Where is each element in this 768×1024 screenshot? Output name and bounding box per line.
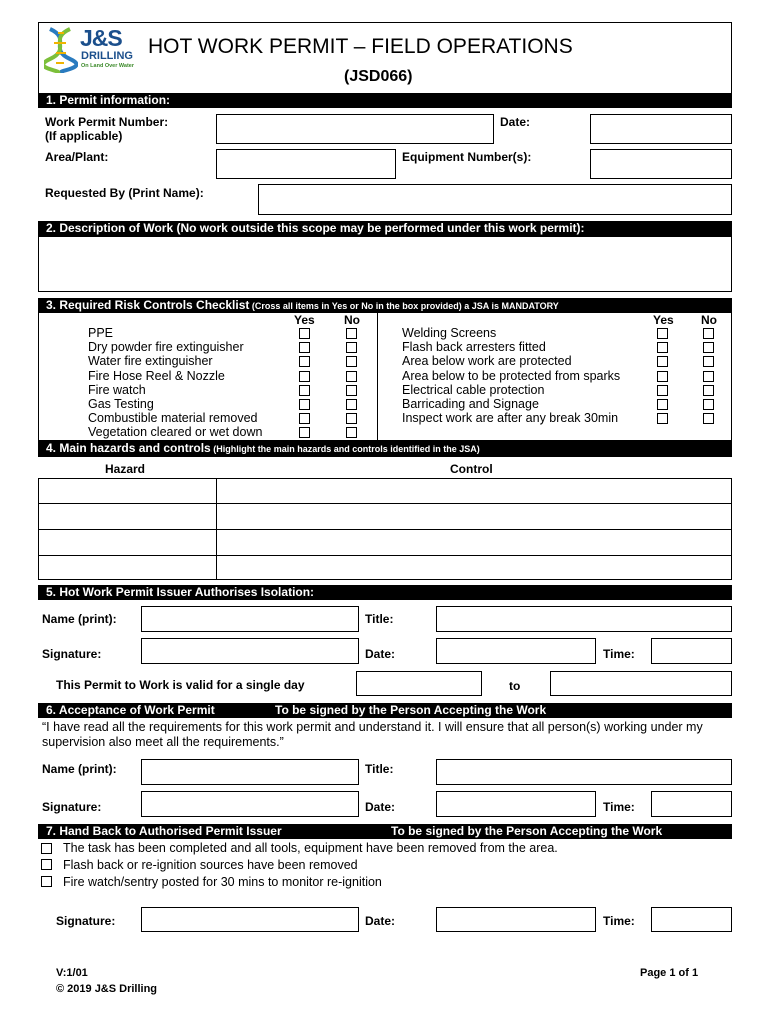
permit-number-sublabel: (If applicable) — [45, 129, 123, 143]
checklist-no-checkbox[interactable] — [346, 427, 357, 438]
checklist-item: Fire Hose Reel & Nozzle — [88, 368, 225, 383]
checklist-yes-checkbox[interactable] — [299, 413, 310, 424]
area-plant-label: Area/Plant: — [45, 150, 109, 164]
checklist-yes-checkbox[interactable] — [299, 342, 310, 353]
issuer-time-field[interactable] — [651, 638, 732, 664]
issuer-name-label: Name (print): — [42, 612, 117, 626]
date-field[interactable] — [590, 114, 732, 144]
requested-by-field[interactable] — [258, 184, 732, 215]
acceptor-title-field[interactable] — [436, 759, 732, 785]
acceptor-signature-label: Signature: — [42, 800, 102, 814]
checklist-no-checkbox[interactable] — [346, 413, 357, 424]
checklist-item: Gas Testing — [88, 397, 154, 411]
hazard-column-header: Hazard — [105, 462, 146, 476]
checklist-no-checkbox[interactable] — [703, 356, 714, 367]
section-4-header — [38, 441, 732, 457]
checklist-no-checkbox[interactable] — [346, 342, 357, 353]
checklist-yes-checkbox[interactable] — [657, 328, 668, 339]
issuer-date-label: Date: — [365, 647, 396, 661]
page-title: HOT WORK PERMIT – FIELD OPERATIONS — [148, 35, 573, 58]
checklist-yes-checkbox[interactable] — [299, 356, 310, 367]
section-3-note: (Cross all items in Yes or No in the box provided) a JSA is MANDATORY — [249, 301, 559, 311]
issuer-signature-label: Signature: — [42, 647, 102, 661]
issuer-signature-field[interactable] — [141, 638, 359, 664]
control-column-header: Control — [450, 462, 493, 476]
document-code: (JSD066) — [344, 68, 413, 85]
section-3-header — [38, 298, 732, 314]
control-cell[interactable] — [217, 530, 731, 555]
handback-signature-field[interactable] — [141, 907, 359, 932]
checklist-no-checkbox[interactable] — [346, 399, 357, 410]
checklist-yes-checkbox[interactable] — [299, 427, 310, 438]
checklist-left-no-header: No — [344, 313, 360, 327]
checklist-item: Electrical cable protection — [402, 382, 545, 397]
checklist-no-checkbox[interactable] — [346, 328, 357, 339]
section-1-header: 1. Permit information: — [38, 93, 732, 108]
handback-item: The task has been completed and all tools, equipment have been removed from the area. — [63, 841, 558, 855]
section-4-note: (Highlight the main hazards and controls identified in the JSA) — [210, 444, 480, 454]
checklist-right-no-header: No — [701, 313, 717, 327]
hazard-cell[interactable] — [39, 530, 215, 555]
acceptor-name-label: Name (print): — [42, 762, 117, 776]
dna-logo-icon — [44, 27, 78, 73]
checklist-item: Inspect work are after any break 30min — [402, 411, 619, 426]
valid-from-field[interactable] — [356, 671, 482, 696]
acceptor-time-field[interactable] — [651, 791, 732, 817]
checklist-yes-checkbox[interactable] — [657, 399, 668, 410]
copyright-label: © 2019 J&S Drilling — [56, 983, 158, 995]
hazard-cell[interactable] — [39, 504, 215, 529]
checklist-no-checkbox[interactable] — [703, 399, 714, 410]
control-cell[interactable] — [217, 556, 731, 579]
handback-checkbox[interactable] — [41, 876, 52, 887]
section-4-title: 4. Main hazards and controls — [46, 441, 211, 455]
checklist-item: Dry powder fire extinguisher — [88, 340, 244, 355]
acceptance-statement-line-2: supervision also meet all the requirements.” — [42, 735, 284, 749]
checklist-no-checkbox[interactable] — [703, 328, 714, 339]
checklist-left-yes-header: Yes — [294, 313, 315, 327]
issuer-time-label: Time: — [603, 647, 635, 661]
checklist-yes-checkbox[interactable] — [657, 342, 668, 353]
checklist-divider — [377, 313, 378, 441]
version-label: V:1/01 — [56, 967, 88, 979]
page-number: Page 1 of 1 — [640, 967, 699, 979]
checklist-no-checkbox[interactable] — [346, 371, 357, 382]
checklist-yes-checkbox[interactable] — [657, 356, 668, 367]
checklist-yes-checkbox[interactable] — [657, 413, 668, 424]
checklist-item: Vegetation cleared or wet down — [88, 425, 263, 440]
valid-single-day-label: This Permit to Work is valid for a single day — [56, 678, 305, 692]
issuer-name-field[interactable] — [141, 606, 359, 632]
checklist-item: Area below to be protected from sparks — [402, 368, 621, 383]
handback-time-field[interactable] — [651, 907, 732, 932]
acceptor-title-label: Title: — [365, 762, 394, 776]
section-2-header: 2. Description of Work (No work outside this scope may be performed under this work permit): — [38, 221, 732, 236]
checklist-no-checkbox[interactable] — [703, 342, 714, 353]
checklist-yes-checkbox[interactable] — [299, 371, 310, 382]
area-plant-field[interactable] — [216, 149, 396, 179]
checklist-no-checkbox[interactable] — [703, 385, 714, 396]
handback-item: Flash back or re-ignition sources have been removed — [63, 858, 358, 872]
equipment-number-field[interactable] — [590, 149, 732, 179]
checklist-item: Fire watch — [88, 382, 146, 397]
checklist-item: Water fire extinguisher — [88, 354, 213, 369]
checklist-item: Barricading and Signage — [402, 397, 539, 411]
handback-checkbox[interactable] — [41, 843, 52, 854]
checklist-item: Combustible material removed — [88, 411, 258, 426]
checklist-no-checkbox[interactable] — [346, 356, 357, 367]
section-5-header: 5. Hot Work Permit Issuer Authorises Isolation: — [38, 585, 732, 600]
section-6-title: 6. Acceptance of Work Permit — [46, 703, 215, 717]
checklist-yes-checkbox[interactable] — [657, 385, 668, 396]
handback-signature-label: Signature: — [56, 914, 116, 928]
control-cell[interactable] — [217, 479, 731, 503]
checklist-yes-checkbox[interactable] — [299, 385, 310, 396]
handback-time-label: Time: — [603, 914, 635, 928]
permit-number-label: Work Permit Number: — [45, 115, 169, 129]
issuer-date-field[interactable] — [436, 638, 596, 664]
section-7-title: 7. Hand Back to Authorised Permit Issuer — [46, 824, 282, 838]
handback-date-label: Date: — [365, 914, 396, 928]
section-7-header — [38, 824, 732, 839]
permit-number-field[interactable] — [216, 114, 494, 144]
date-label: Date: — [500, 115, 531, 129]
equipment-number-label: Equipment Number(s): — [402, 150, 532, 164]
valid-to-field[interactable] — [550, 671, 732, 696]
checklist-yes-checkbox[interactable] — [299, 328, 310, 339]
checklist-yes-checkbox[interactable] — [657, 371, 668, 382]
company-logo — [44, 27, 144, 75]
hazard-cell[interactable] — [39, 556, 215, 579]
description-of-work-field[interactable] — [38, 236, 732, 292]
checklist-item: Area below work are protected — [402, 354, 572, 369]
handback-checkbox[interactable] — [41, 859, 52, 870]
hazard-cell[interactable] — [39, 479, 215, 503]
checklist-item: Welding Screens — [402, 326, 497, 340]
logo-subtext: DRILLING — [81, 50, 133, 62]
checklist-no-checkbox[interactable] — [703, 413, 714, 424]
section-6-header — [38, 703, 732, 718]
acceptor-date-field[interactable] — [436, 791, 596, 817]
acceptance-statement-line-1: “I have read all the requirements for this work permit and understand it. I will ensure that all person(s) working under my — [42, 720, 703, 734]
valid-to-label: to — [509, 679, 521, 693]
control-cell[interactable] — [217, 504, 731, 529]
logo-text: J&S — [80, 25, 122, 51]
checklist-item: PPE — [88, 326, 114, 340]
issuer-title-label: Title: — [365, 612, 394, 626]
acceptor-signature-field[interactable] — [141, 791, 359, 817]
section-6-subtitle: To be signed by the Person Accepting the Work — [275, 703, 547, 717]
checklist-no-checkbox[interactable] — [703, 371, 714, 382]
handback-date-field[interactable] — [436, 907, 596, 932]
handback-item: Fire watch/sentry posted for 30 mins to monitor re-ignition — [63, 875, 382, 889]
acceptor-date-label: Date: — [365, 800, 396, 814]
issuer-title-field[interactable] — [436, 606, 732, 632]
checklist-item: Flash back arresters fitted — [402, 340, 546, 355]
logo-tagline: On Land Over Water — [81, 63, 134, 69]
section-7-subtitle: To be signed by the Person Accepting the Work — [391, 824, 663, 838]
section-3-title: 3. Required Risk Controls Checklist — [46, 298, 250, 312]
requested-by-label: Requested By (Print Name): — [45, 186, 204, 200]
acceptor-name-field[interactable] — [141, 759, 359, 785]
acceptor-time-label: Time: — [603, 800, 635, 814]
checklist-no-checkbox[interactable] — [346, 385, 357, 396]
checklist-yes-checkbox[interactable] — [299, 399, 310, 410]
checklist-right-yes-header: Yes — [653, 313, 674, 327]
